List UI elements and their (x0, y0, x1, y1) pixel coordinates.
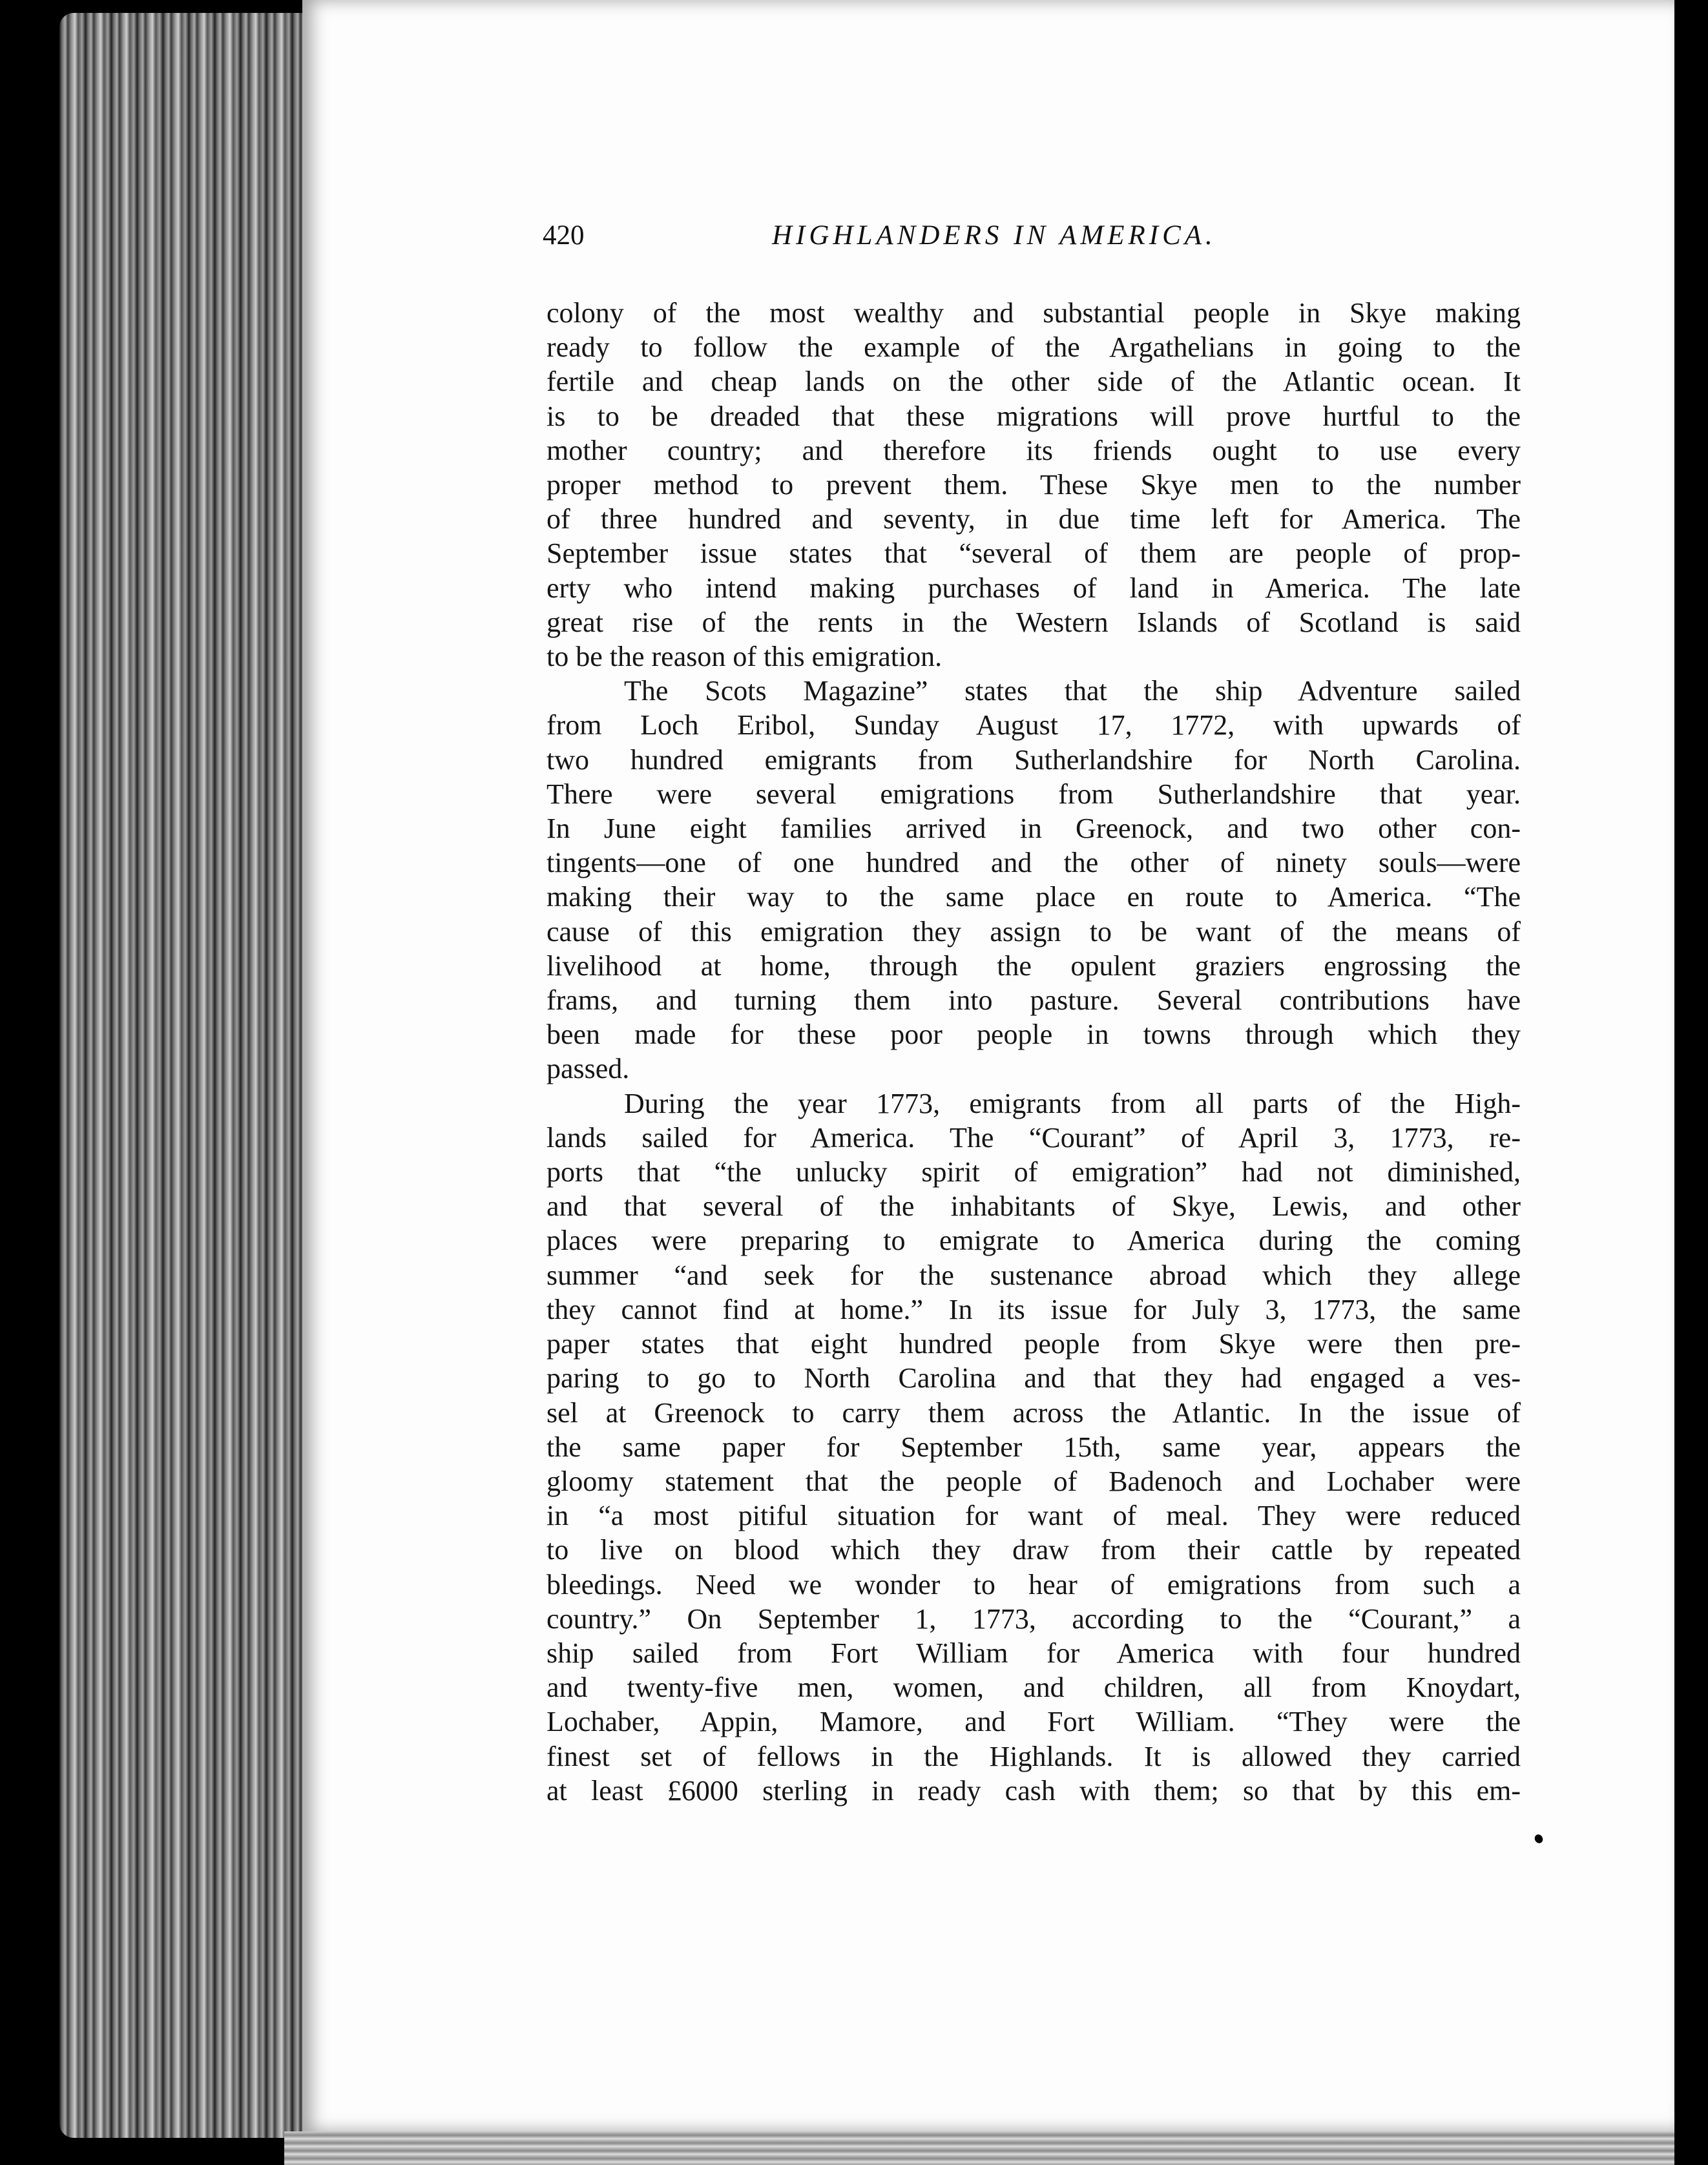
text-line: to be the reason of this emigration. (547, 641, 943, 673)
text-line: gloomy statement that the people of Badenoch and Lochaber were (547, 1465, 1521, 1497)
text-line: places were preparing to emigrate to America during the coming (547, 1225, 1521, 1257)
text-line: During the year 1773, emigrants from all parts of the High- (624, 1087, 1521, 1119)
text-line: tingents—one of one hundred and the other of ninety souls—were (547, 847, 1521, 879)
text-line: cause of this emigration they assign to be want of the means of (547, 915, 1521, 948)
text-line: sel at Greenock to carry them across the Atlantic. In the issue of (547, 1396, 1521, 1429)
text-line: paring to go to North Carolina and that they had engaged a ves- (547, 1362, 1521, 1394)
text-line: ports that “the unlucky spirit of emigration” had not diminished, (547, 1156, 1521, 1188)
text-line: making their way to the same place en route to America. “The (547, 881, 1521, 913)
text-line: and that several of the inhabitants of Skye, Lewis, and other (547, 1190, 1521, 1223)
text-line: ready to follow the example of the Argathelians in going to the (547, 331, 1521, 364)
text-line: lands sailed for America. The “Courant” of April 3, 1773, re- (547, 1121, 1521, 1154)
text-line: colony of the most wealthy and substantial people in Skye making (547, 297, 1521, 329)
running-title: HIGHLANDERS IN AMERICA. (772, 220, 1216, 251)
scan-border-right (1674, 0, 1708, 2165)
text-line: and twenty-five men, women, and children, all from Knoydart, (547, 1672, 1521, 1704)
text-line: September issue states that “several of them are people of prop- (547, 537, 1521, 570)
text-line: paper states that eight hundred people from Skye were then pre- (547, 1328, 1521, 1360)
text-line: The Scots Magazine” states that the ship Adventure sailed (624, 675, 1521, 707)
body-text (547, 296, 1521, 1808)
text-line: in “a most pitiful situation for want of meal. They were reduced (547, 1500, 1521, 1532)
text-line: finest set of fellows in the Highlands. It is allowed they carried (547, 1740, 1521, 1772)
text-line: the same paper for September 15th, same year, appears the (547, 1431, 1521, 1463)
text-line: great rise of the rents in the Western Islands of Scotland is said (547, 606, 1521, 638)
text-line: of three hundred and seventy, in due time left for America. The (547, 503, 1521, 535)
text-line: country.” On September 1, 1773, according to the “Courant,” a (547, 1602, 1521, 1635)
text-line: from Loch Eribol, Sunday August 17, 1772, with upwards of (547, 709, 1521, 741)
text-line: been made for these poor people in towns through which they (547, 1019, 1521, 1051)
text-line: fertile and cheap lands on the other side of the Atlantic ocean. It (547, 366, 1521, 398)
text-line: Lochaber, Appin, Mamore, and Fort William. “They were the (547, 1706, 1521, 1738)
text-line: at least £6000 sterling in ready cash with them; so that by this em- (547, 1774, 1521, 1807)
text-line: proper method to prevent them. These Skye men to the number (547, 469, 1521, 501)
text-line: There were several emigrations from Sutherlandshire that year. (547, 778, 1521, 810)
text-line: ship sailed from Fort William for America with four hundred (547, 1637, 1521, 1669)
text-line: In June eight families arrived in Greenock, and two other con- (547, 813, 1521, 845)
text-line: erty who intend making purchases of land in America. The late (547, 572, 1521, 604)
text-line: frams, and turning them into pasture. Several contributions have (547, 984, 1521, 1017)
book-bottom-edge (284, 2131, 1680, 2165)
text-line: they cannot find at home.” In its issue for July 3, 1773, the same (547, 1293, 1521, 1325)
page-number: 420 (543, 220, 585, 251)
text-line: bleedings. Need we wonder to hear of emigrations from such a (547, 1568, 1521, 1600)
page-header (543, 220, 1525, 261)
text-line: summer “and seek for the sustenance abroad which they allege (547, 1259, 1521, 1291)
text-line: is to be dreaded that these migrations will prove hurtful to the (547, 400, 1521, 432)
text-line: to live on blood which they draw from their cattle by repeated (547, 1534, 1521, 1566)
text-line: livelihood at home, through the opulent graziers engrossing the (547, 949, 1521, 982)
book-page-edges (59, 13, 305, 2138)
text-line: two hundred emigrants from Sutherlandshire for North Carolina. (547, 743, 1521, 776)
text-line: passed. (547, 1053, 630, 1085)
text-line: mother country; and therefore its friends ought to use every (547, 434, 1521, 466)
